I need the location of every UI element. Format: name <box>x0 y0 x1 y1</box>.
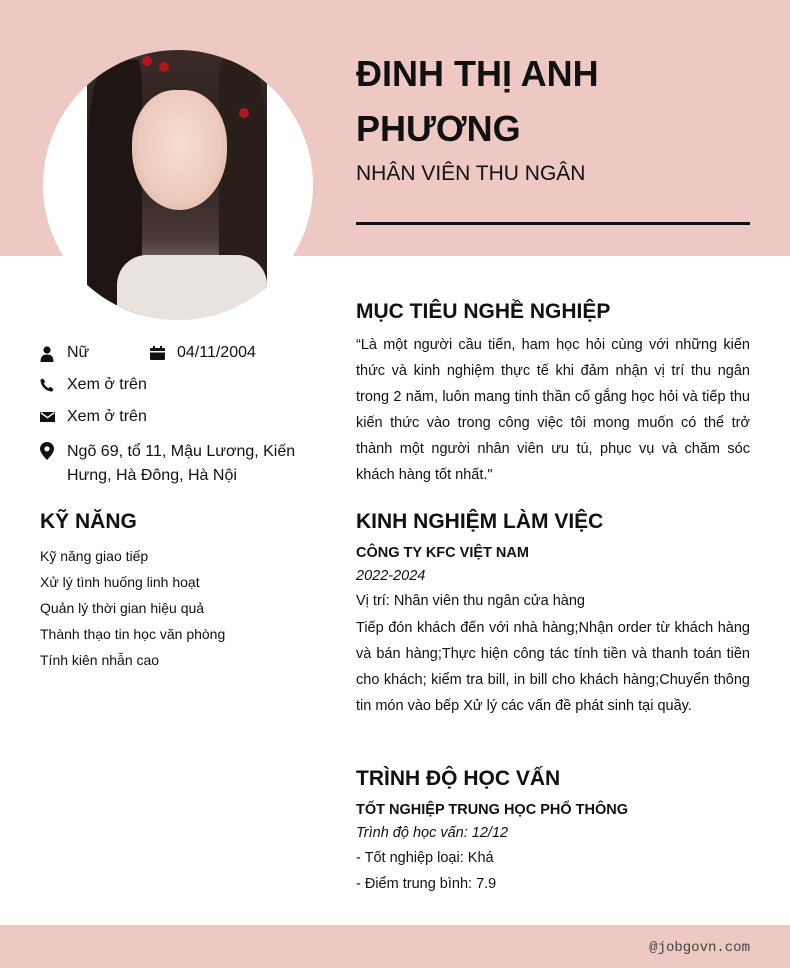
skills-list <box>40 543 225 673</box>
gender-value: Nữ <box>67 344 90 361</box>
skill-item: Quản lý thời gian hiệu quả <box>40 600 205 616</box>
address-row <box>40 440 320 488</box>
company-name: CÔNG TY KFC VIỆT NAM <box>356 545 529 561</box>
footer-watermark: @jobgovn.com <box>649 940 750 956</box>
skill-item: Tính kiên nhẫn cao <box>40 652 160 668</box>
candidate-name: ĐINH THỊ ANH PHƯƠNG <box>356 53 599 149</box>
work-period: 2022-2024 <box>356 568 426 584</box>
school-name: TỐT NGHIỆP TRUNG HỌC PHỔ THÔNG <box>356 802 629 818</box>
address-value: Ngõ 69, tổ 11, Mậu Lương, Kiến Hưng, Hà Đông, Hà Nội <box>67 443 296 484</box>
skill-item: Thành thạo tin học văn phòng <box>40 626 226 642</box>
skills-heading: KỸ NĂNG <box>40 510 137 533</box>
job-position: Vị trí: Nhân viên thu ngân cửa hàng <box>356 593 585 609</box>
education-level: Trình độ học vấn: 12/12 <box>356 825 509 841</box>
birthdate-value: 04/11/2004 <box>177 344 256 361</box>
education-heading: TRÌNH ĐỘ HỌC VẤN <box>356 767 561 790</box>
portrait-image <box>87 50 267 320</box>
objective-heading: MỤC TIÊU NGHỀ NGHIỆP <box>356 300 611 323</box>
phone-value: Xem ở trên <box>67 376 147 393</box>
birthdate-row <box>150 344 256 362</box>
map-pin-icon <box>40 442 54 458</box>
gender-row <box>40 344 89 362</box>
job-description: Tiếp đón khách đến với nhà hàng;Nhận order từ khách hàng và bán hàng;Thực hiện công tác tính tiền và thanh toán tiền cho khách; kiểm tra bill, in bill cho khách hàng;Chuyển thông tin món vào bếp Xử lý các vấn đề phát sinh tại quầy. <box>356 620 750 714</box>
calendar-icon <box>150 346 164 362</box>
gpa-value: - Điểm trung bình: 7.9 <box>356 876 497 892</box>
objective-text: “Là một người cầu tiến, ham học hỏi cùng với những kiến thức và kinh nghiệm thực tế khi đảm nhận vị trí thu ngân trong 2 năm, luôn mang tinh thần cố gắng học hỏi và tiếp thu kiến thức vào trong công việc tôi mong muốn có thể trở thành một người nhân viên ưu tú, phục vụ và chăm sóc khách hàng tốt nhất." <box>356 337 750 483</box>
profile-photo <box>43 50 313 320</box>
envelope-icon <box>40 410 54 426</box>
phone-row <box>40 376 147 394</box>
graduation-grade: - Tốt nghiệp loại: Khá <box>356 850 494 866</box>
skill-item: Xử lý tình huống linh hoạt <box>40 574 200 590</box>
skill-item: Kỹ năng giao tiếp <box>40 548 149 564</box>
phone-icon <box>40 378 54 394</box>
job-title: NHÂN VIÊN THU NGÂN <box>356 162 586 185</box>
experience-heading: KINH NGHIỆM LÀM VIỆC <box>356 510 604 533</box>
email-row <box>40 408 147 426</box>
email-value: Xem ở trên <box>67 408 147 425</box>
title-divider <box>356 222 750 225</box>
person-icon <box>40 346 54 362</box>
